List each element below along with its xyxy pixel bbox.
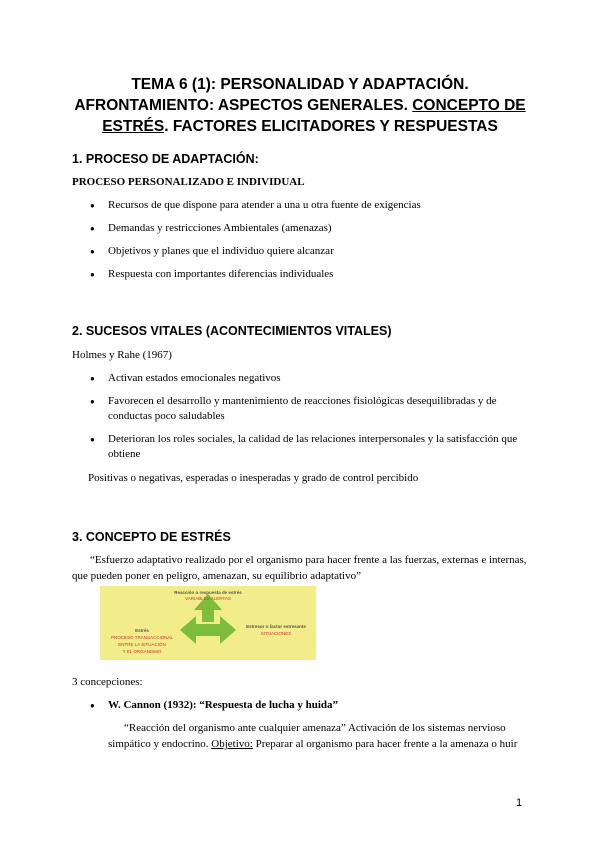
section-1-heading: 1. PROCESO DE ADAPTACIÓN: xyxy=(72,152,259,166)
list-item: ● Recursos de que dispone para atender a una u otra fuente de exigencias xyxy=(90,198,530,213)
section-3-heading: 3. CONCEPTO DE ESTRÉS xyxy=(72,530,231,544)
cannon-description-line-2 xyxy=(108,738,517,750)
diagram-left-line-1: Estrés xyxy=(135,628,149,633)
section-2-note: Positivas o negativas, esperadas o inesperadas y grado de control percibido xyxy=(88,472,419,484)
diagram-right-line-1: Estresor o factor estresante xyxy=(246,624,306,629)
page-number: 1 xyxy=(516,797,523,809)
diagram-top-line-1: Reacción o respuesta de estrés xyxy=(174,590,242,595)
section-2-list xyxy=(90,371,530,462)
diagram-left-line-2: PROCESO TRANSACCIONAL xyxy=(111,635,173,640)
title-line-3b: . FACTORES ELICITADORES Y RESPUESTAS xyxy=(164,118,498,135)
diagram-left-line-4: Y EL ORGANISMO xyxy=(122,649,162,654)
conceptions-list xyxy=(90,698,530,713)
title-line-3a: ESTRÉS xyxy=(102,118,165,135)
diagram-right-line-2: SITUACIONES xyxy=(260,631,292,636)
list-item: ● Deterioran los roles sociales, la calidad de las relaciones interpersonales y la satisfacción que obtiene xyxy=(90,432,530,462)
diagram-left-line-3: ENTRE LA SITUACIÓN xyxy=(118,642,166,647)
list-item: ● Demandas y restricciones Ambientales (amenazas) xyxy=(90,221,530,236)
title-line-2a: AFRONTAMIENTO: ASPECTOS GENERALES. xyxy=(74,97,413,114)
page-title xyxy=(60,74,540,137)
list-item: ● Objetivos y planes que el individuo quiere alcanzar xyxy=(90,244,530,259)
section-1-subheading: PROCESO PERSONALIZADO E INDIVIDUAL xyxy=(72,176,305,188)
cannon-description-line-1: “Reacción del organismo ante cualquier amenaza” Activación de los sistemas nervioso xyxy=(124,722,506,734)
list-item: ● Respuesta con importantes diferencias individuales xyxy=(90,267,530,282)
stress-definition-line-2: que pueden poner en peligro, amenazan, su equilibrio adaptativo” xyxy=(72,570,361,582)
stress-definition-line-1: “Esfuerzo adaptativo realizado por el organismo para hacer frente a las fuerzas, externas e internas, xyxy=(90,554,527,566)
diagram-top-line-2: VARIABLES ALERTAS xyxy=(185,596,231,601)
stress-diagram xyxy=(100,586,316,660)
section-2-source: Holmes y Rahe (1967) xyxy=(72,349,172,361)
list-item: ● W. Cannon (1932): “Respuesta de lucha y huida” xyxy=(90,698,530,713)
section-1-list xyxy=(90,198,530,282)
list-item: ● Favorecen el desarrollo y mantenimiento de reacciones fisiológicas desequilibradas y de conductas poco saludables xyxy=(90,394,530,424)
section-2-heading: 2. SUCESOS VITALES (ACONTECIMIENTOS VITALES) xyxy=(72,324,392,338)
cannon-line-2-rest: Preparar al organismo para hacer frente a la amenaza o huir xyxy=(252,738,518,750)
objective-label: Objetivo: xyxy=(211,738,253,750)
title-line-2b: CONCEPTO DE xyxy=(412,97,526,114)
cannon-line-2-text: simpático y endocrino. xyxy=(108,738,212,750)
title-line-1: TEMA 6 (1): PERSONALIDAD Y ADAPTACIÓN. xyxy=(131,76,469,93)
list-item: ● Activan estados emocionales negativos xyxy=(90,371,530,386)
conceptions-label: 3 concepciones: xyxy=(72,676,143,688)
